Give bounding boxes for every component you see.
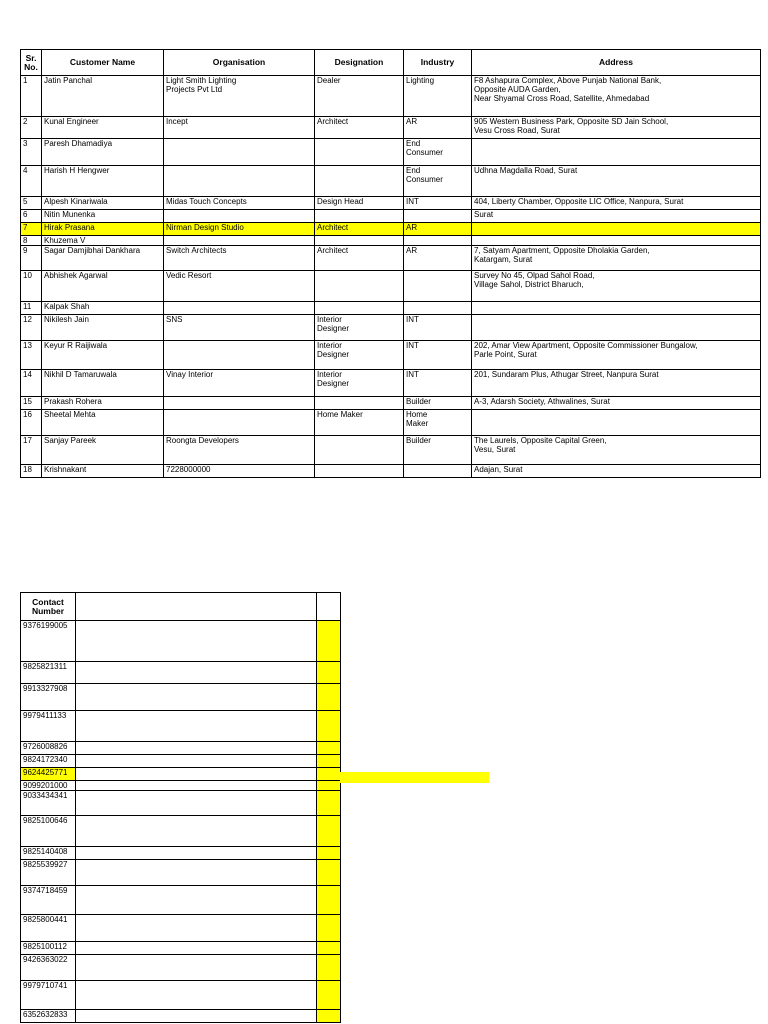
contact-row (21, 755, 341, 768)
cell-customer-name: Kunal Engineer (42, 117, 164, 139)
contact-blank-cell (76, 955, 317, 981)
contact-number: 9913327908 (21, 684, 76, 711)
cell-industry (404, 271, 472, 302)
contact-highlight-cell (317, 981, 341, 1010)
contact-highlight-cell (317, 768, 341, 781)
header-row (21, 50, 761, 76)
contact-row (21, 768, 341, 781)
contact-row (21, 847, 341, 860)
table-row (21, 236, 761, 246)
cell-address: Udhna Magdalla Road, Surat (472, 166, 761, 197)
contact-row (21, 742, 341, 755)
cell-sr-no: 11 (21, 302, 42, 315)
cell-sr-no: 15 (21, 397, 42, 410)
cell-customer-name: Kalpak Shah (42, 302, 164, 315)
contact-row (21, 791, 341, 816)
contact-highlight-cell (317, 847, 341, 860)
cell-organisation: Light Smith Lighting Projects Pvt Ltd (164, 76, 315, 117)
contact-blank-cell (76, 847, 317, 860)
contact-blank-cell (76, 886, 317, 915)
cell-industry: Builder (404, 436, 472, 465)
header-address: Address (472, 50, 761, 76)
table-row (21, 410, 761, 436)
cell-designation (315, 166, 404, 197)
cell-designation (315, 236, 404, 246)
cell-industry: End Consumer (404, 139, 472, 166)
cell-sr-no: 4 (21, 166, 42, 197)
cell-customer-name: Harish H Hengwer (42, 166, 164, 197)
cell-industry: AR (404, 117, 472, 139)
contact-number: 9033434341 (21, 791, 76, 816)
contact-blank-cell (76, 1010, 317, 1023)
cell-designation: Dealer (315, 76, 404, 117)
cell-designation: Architect (315, 246, 404, 271)
contact-blank-cell (76, 791, 317, 816)
cell-address: Survey No 45, Olpad Sahol Road, Village Sahol, District Bharuch, (472, 271, 761, 302)
customer-table (20, 49, 761, 478)
contact-highlight-cell (317, 742, 341, 755)
cell-organisation (164, 139, 315, 166)
cell-sr-no: 2 (21, 117, 42, 139)
contact-row (21, 816, 341, 847)
cell-designation: Architect (315, 223, 404, 236)
cell-customer-name: Abhishek Agarwal (42, 271, 164, 302)
cell-organisation: Vinay Interior (164, 370, 315, 397)
contact-row (21, 860, 341, 886)
contact-highlight-cell (317, 886, 341, 915)
cell-industry: AR (404, 223, 472, 236)
cell-address (472, 139, 761, 166)
cell-address: 202, Amar View Apartment, Opposite Commissioner Bungalow, Parle Point, Surat (472, 341, 761, 370)
cell-designation (315, 465, 404, 478)
contact-row (21, 781, 341, 791)
cell-address: The Laurels, Opposite Capital Green, Vesu, Surat (472, 436, 761, 465)
cell-designation: Architect (315, 117, 404, 139)
contact-row (21, 662, 341, 684)
contact-highlight-cell (317, 1010, 341, 1023)
cell-organisation (164, 397, 315, 410)
cell-customer-name: Sagar Damjibhai Dankhara (42, 246, 164, 271)
contact-number: 9825821311 (21, 662, 76, 684)
cell-organisation: Nirman Design Studio (164, 223, 315, 236)
header-blank-narrow (317, 593, 341, 621)
table-row (21, 271, 761, 302)
cell-address: 404, Liberty Chamber, Opposite LIC Office, Nanpura, Surat (472, 197, 761, 210)
contact-number: 9825140408 (21, 847, 76, 860)
contact-blank-cell (76, 621, 317, 662)
cell-address (472, 410, 761, 436)
cell-sr-no: 13 (21, 341, 42, 370)
cell-industry (404, 210, 472, 223)
contact-number: 9726008826 (21, 742, 76, 755)
cell-customer-name: Jatin Panchal (42, 76, 164, 117)
table-row (21, 139, 761, 166)
cell-sr-no: 12 (21, 315, 42, 341)
contact-number: 9376199005 (21, 621, 76, 662)
table-row (21, 315, 761, 341)
contact-row (21, 1010, 341, 1023)
contact-highlight-cell (317, 915, 341, 942)
table-row (21, 76, 761, 117)
contact-highlight-cell (317, 816, 341, 847)
contact-row (21, 684, 341, 711)
cell-address (472, 315, 761, 341)
contact-number: 9825800441 (21, 915, 76, 942)
cell-address: Adajan, Surat (472, 465, 761, 478)
contact-number: 6352632833 (21, 1010, 76, 1023)
contact-number: 9979710741 (21, 981, 76, 1010)
cell-address (472, 236, 761, 246)
cell-designation (315, 436, 404, 465)
contact-row (21, 915, 341, 942)
contact-blank-cell (76, 981, 317, 1010)
header-industry: Industry (404, 50, 472, 76)
table-row (21, 302, 761, 315)
cell-organisation: Vedic Resort (164, 271, 315, 302)
header-sr-no: Sr. No. (21, 50, 42, 76)
cell-address: F8 Ashapura Complex, Above Punjab National Bank, Opposite AUDA Garden, Near Shyamal Cross Road, Satellite, Ahmedabad (472, 76, 761, 117)
contact-highlight-cell (317, 955, 341, 981)
cell-address: 201, Sundaram Plus, Athugar Street, Nanpura Surat (472, 370, 761, 397)
cell-industry: INT (404, 370, 472, 397)
cell-designation (315, 397, 404, 410)
cell-organisation: Midas Touch Concepts (164, 197, 315, 210)
cell-sr-no: 17 (21, 436, 42, 465)
cell-address: A-3, Adarsh Society, Athwalines, Surat (472, 397, 761, 410)
contact-highlight-cell (317, 942, 341, 955)
contact-row (21, 942, 341, 955)
table-row (21, 246, 761, 271)
contact-number: 9624425771 (21, 768, 76, 781)
cell-organisation: Switch Architects (164, 246, 315, 271)
cell-sr-no: 9 (21, 246, 42, 271)
cell-sr-no: 10 (21, 271, 42, 302)
cell-industry: Home Maker (404, 410, 472, 436)
cell-sr-no: 7 (21, 223, 42, 236)
cell-customer-name: Alpesh Kinariwala (42, 197, 164, 210)
contact-number: 9979411133 (21, 711, 76, 742)
contact-header-row (21, 593, 341, 621)
cell-customer-name: Paresh Dhamadiya (42, 139, 164, 166)
cell-customer-name: Keyur R Raijiwala (42, 341, 164, 370)
cell-customer-name: Hirak Prasana (42, 223, 164, 236)
cell-industry: Lighting (404, 76, 472, 117)
contact-number: 9426363022 (21, 955, 76, 981)
cell-designation (315, 139, 404, 166)
table-row (21, 370, 761, 397)
table-row (21, 341, 761, 370)
cell-customer-name: Khuzema V (42, 236, 164, 246)
cell-industry: INT (404, 315, 472, 341)
highlight-strip (340, 772, 489, 783)
contact-blank-cell (76, 684, 317, 711)
contact-number: 9825539927 (21, 860, 76, 886)
contact-number: 9825100646 (21, 816, 76, 847)
cell-organisation (164, 210, 315, 223)
header-contact-number: Contact Number (21, 593, 76, 621)
cell-customer-name: Nikilesh Jain (42, 315, 164, 341)
contact-highlight-cell (317, 711, 341, 742)
table-row (21, 397, 761, 410)
cell-organisation: 7228000000 (164, 465, 315, 478)
cell-organisation (164, 236, 315, 246)
cell-designation: Interior Designer (315, 315, 404, 341)
cell-organisation: Roongta Developers (164, 436, 315, 465)
cell-sr-no: 1 (21, 76, 42, 117)
cell-industry: Builder (404, 397, 472, 410)
table-row (21, 465, 761, 478)
cell-sr-no: 3 (21, 139, 42, 166)
cell-designation: Design Head (315, 197, 404, 210)
cell-sr-no: 6 (21, 210, 42, 223)
cell-customer-name: Nikhil D Tamaruwala (42, 370, 164, 397)
header-blank (76, 593, 317, 621)
contact-highlight-cell (317, 860, 341, 886)
contact-number: 9825100112 (21, 942, 76, 955)
contact-blank-cell (76, 755, 317, 768)
contact-number: 9824172340 (21, 755, 76, 768)
table-row (21, 436, 761, 465)
cell-industry (404, 465, 472, 478)
contact-table (20, 592, 341, 1023)
cell-sr-no: 16 (21, 410, 42, 436)
contact-blank-cell (76, 711, 317, 742)
contact-highlight-cell (317, 662, 341, 684)
contact-blank-cell (76, 816, 317, 847)
cell-sr-no: 18 (21, 465, 42, 478)
cell-industry: INT (404, 341, 472, 370)
cell-customer-name: Sheetal Mehta (42, 410, 164, 436)
contact-number: 9099201000 (21, 781, 76, 791)
cell-designation: Interior Designer (315, 341, 404, 370)
contact-row (21, 711, 341, 742)
cell-designation (315, 210, 404, 223)
contact-blank-cell (76, 662, 317, 684)
header-customer-name: Customer Name (42, 50, 164, 76)
cell-organisation: SNS (164, 315, 315, 341)
contact-highlight-cell (317, 684, 341, 711)
cell-address: 905 Western Business Park, Opposite SD Jain School, Vesu Cross Road, Surat (472, 117, 761, 139)
cell-designation: Interior Designer (315, 370, 404, 397)
table-row (21, 197, 761, 210)
cell-organisation (164, 166, 315, 197)
contact-blank-cell (76, 768, 317, 781)
cell-address (472, 223, 761, 236)
cell-organisation (164, 302, 315, 315)
cell-industry: AR (404, 246, 472, 271)
cell-sr-no: 14 (21, 370, 42, 397)
cell-organisation (164, 410, 315, 436)
cell-customer-name: Nitin Munenka (42, 210, 164, 223)
cell-sr-no: 8 (21, 236, 42, 246)
table-row (21, 117, 761, 139)
contact-number: 9374718459 (21, 886, 76, 915)
contact-blank-cell (76, 942, 317, 955)
cell-organisation (164, 341, 315, 370)
cell-customer-name: Prakash Rohera (42, 397, 164, 410)
contact-highlight-cell (317, 781, 341, 791)
contact-highlight-cell (317, 621, 341, 662)
cell-customer-name: Sanjay Pareek (42, 436, 164, 465)
cell-address: 7, Satyam Apartment, Opposite Dholakia Garden, Katargam, Surat (472, 246, 761, 271)
table-row (21, 210, 761, 223)
cell-designation (315, 302, 404, 315)
cell-designation (315, 271, 404, 302)
contact-row (21, 621, 341, 662)
cell-industry (404, 236, 472, 246)
table-row (21, 166, 761, 197)
cell-designation: Home Maker (315, 410, 404, 436)
contact-blank-cell (76, 915, 317, 942)
cell-address: Surat (472, 210, 761, 223)
contact-row (21, 886, 341, 915)
contact-blank-cell (76, 742, 317, 755)
contact-blank-cell (76, 781, 317, 791)
cell-sr-no: 5 (21, 197, 42, 210)
header-organisation: Organisation (164, 50, 315, 76)
contact-highlight-cell (317, 755, 341, 768)
contact-row (21, 955, 341, 981)
cell-organisation: Incept (164, 117, 315, 139)
table-row (21, 223, 761, 236)
contact-row (21, 981, 341, 1010)
cell-address (472, 302, 761, 315)
contact-highlight-cell (317, 791, 341, 816)
cell-industry: INT (404, 197, 472, 210)
header-designation: Designation (315, 50, 404, 76)
cell-industry: End Consumer (404, 166, 472, 197)
contact-blank-cell (76, 860, 317, 886)
cell-customer-name: Krishnakant (42, 465, 164, 478)
cell-industry (404, 302, 472, 315)
